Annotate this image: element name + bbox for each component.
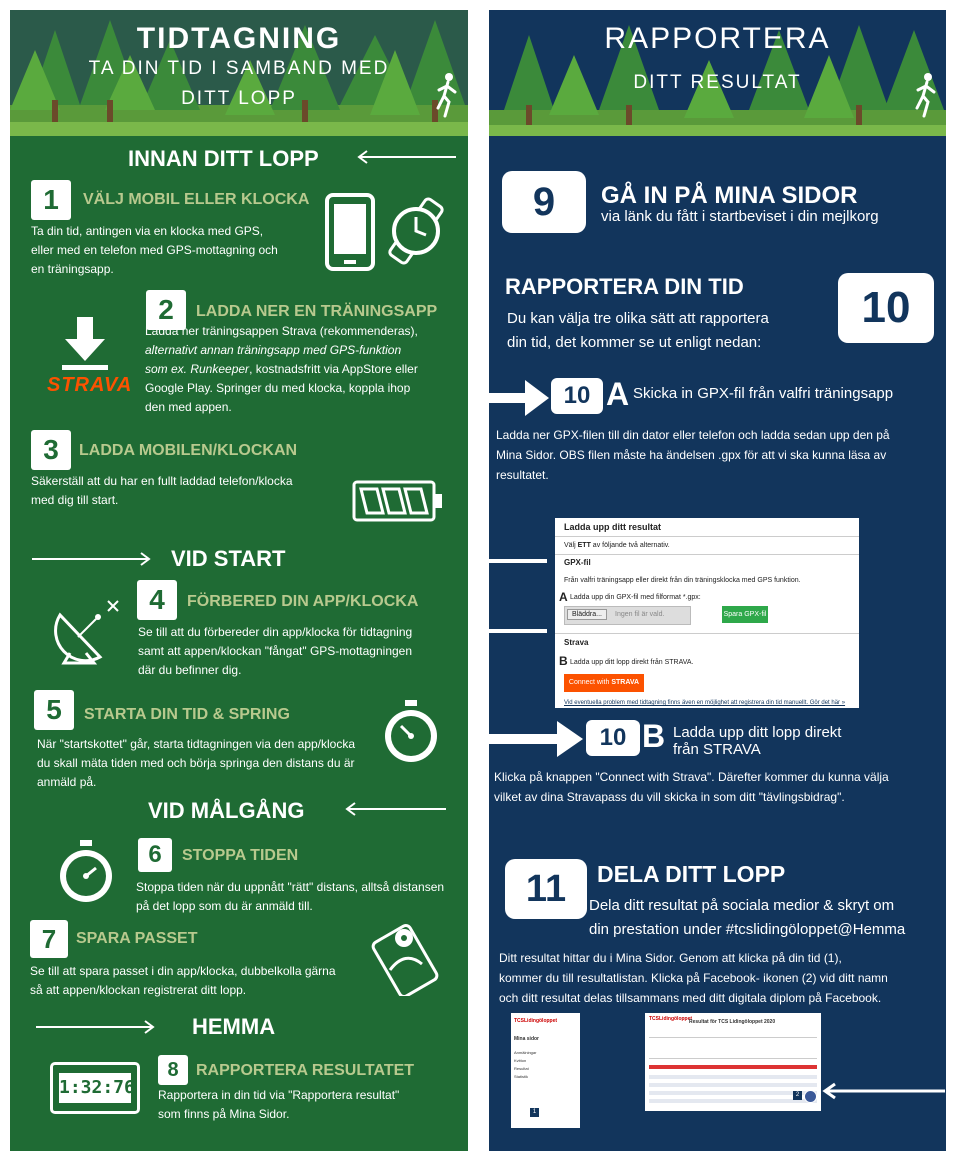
section-at-home: HEMMA [192,1014,276,1039]
step-3-title: LADDA MOBILEN/KLOCKAN [79,442,298,459]
badge-2: 2 [793,1091,802,1100]
step-10-number: 10 [838,273,934,343]
step-8-number: 8 [158,1055,188,1085]
download-icon [60,315,110,371]
arrow-left-icon-share [821,1082,945,1100]
option-a-number: 10 [551,378,603,414]
facebook-share-icon[interactable] [804,1090,817,1103]
strava-section-title: Strava [564,638,589,647]
step-4-number: 4 [137,580,177,620]
b-marker: B [559,654,568,668]
satellite-dish-icon [50,595,126,667]
results-list-thumbnail[interactable]: TCSLidingöloppet Resultat för TCS Lidingöloppet 2020 2 [645,1013,821,1111]
phone-map-icon [370,920,442,996]
banner-title: TIDTAGNING [136,22,342,55]
step-8-text: Rapportera in din tid via "Rapportera resultat" som finns på Mina Sidor. [158,1088,400,1121]
step-4-text: Se till att du förbereder din app/klocka för tidtagning samt att appen/klockan "fångat" GPS-mottagningen där du befinner dig. [138,625,413,677]
option-b-letter: B [642,718,666,754]
gpx-section-title: GPX-fil [564,558,591,567]
step-5-number: 5 [34,690,74,730]
option-b-text: Klicka på knappen "Connect with Strava". Därefter kommer du kunna välja vilket av dina Stravapass du vill skicka in som ditt "tävlingsbidrag". [494,770,889,804]
step-8-title: RAPPORTERA RESULTATET [196,1062,415,1079]
a-marker: A [559,590,568,604]
stopwatch-icon-start [378,698,444,766]
step-5-title: STARTA DIN TID & SPRING [84,706,290,723]
banner-subtitle-right: DITT RESULTAT [633,72,802,93]
battery-icon [352,480,444,524]
step-11-text: Ditt resultat hittar du i Mina Sidor. Genom att klicka på din tid (1), kommer du till resultatlistan. Klicka på Facebook- ikonen (2) vid ditt namn och ditt resultat delas tillsammans med ditt digitala diplom på Facebook. [499,951,888,1005]
step-9-subtitle: via länk du fått i startbeviset i din mejlkorg [601,208,879,225]
step-3-text: Säkerställ att du har en fullt laddad telefon/klocka med dig till start. [31,474,293,507]
step-1-title: VÄLJ MOBIL ELLER KLOCKA [83,191,310,208]
step-11-number: 11 [505,859,587,919]
connector-line-2 [489,629,547,633]
option-a-letter: A [606,376,630,412]
step-10-text: Du kan välja tre olika sätt att rapportera din tid, det kommer se ut enligt nedan: [507,310,769,351]
banner-subtitle-1: TA DIN TID I SAMBAND MED [88,58,390,79]
step-2-title: LADDA NER EN TRÄNINGSAPP [196,303,438,320]
phone-icon [324,192,376,272]
strava-upload-label: Ladda upp ditt lopp direkt från STRAVA. [570,659,694,666]
step-1-text: Ta din tid, antingen via en klocka med GPS, eller med en telefon med GPS-mottagning och en träningsapp. [31,224,278,276]
arrow-left-icon [356,150,458,164]
runner-icon-right [914,72,938,118]
step-7-number: 7 [30,920,68,958]
section-before-race: INNAN DITT LOPP [128,146,319,171]
wristwatch-icon [380,195,452,267]
section-at-start: VID START [171,546,286,571]
step-4-title: FÖRBERED DIN APP/KLOCKA [187,593,419,610]
left-panel-timing [10,10,468,1151]
step-6-title: STOPPA TIDEN [182,847,299,864]
step-11-subtitle: Dela ditt resultat på sociala medior & skryt om din prestation under #tcslidingöloppet@Hemma [589,897,906,938]
step-2-number: 2 [146,290,186,330]
option-b-title: Ladda upp ditt lopp direkt från STRAVA [673,724,842,758]
banner-title-right: RAPPORTERA [604,22,831,55]
step-11-title: DELA DITT LOPP [597,861,786,887]
banner-subtitle-2: DITT LOPP [181,88,297,109]
gpx-upload-label: Ladda upp din GPX-fil med filformat *.gpx: [570,594,701,601]
upload-instructions: Välj ETT av följande två alternativ. [564,542,670,549]
digital-clock-icon: 1:32:76 [50,1062,140,1114]
my-pages-thumbnail[interactable]: TCSLidingöloppet Mina sidor Anmälningar Kvitton Resultat Statistik 1 [511,1013,580,1128]
arrow-right-icon-a [489,378,551,418]
section-at-finish: VID MÅLGÅNG [148,798,305,823]
step-10-title: RAPPORTERA DIN TID [505,274,744,299]
manual-registration-link[interactable]: Vid eventuella problem med tidtagning finns även en möjlighet att registrera din tid manuellt. Gör det här » [564,700,846,706]
arrow-right-icon [30,552,154,566]
arrow-right-icon-2 [34,1020,158,1034]
step-7-text: Se till att spara passet i din app/klocka, dubbelkolla gärna så att appen/klockan registrerat ditt lopp. [30,964,336,997]
connector-line-1 [489,559,547,563]
browse-button[interactable]: Bläddra... [567,609,607,620]
save-gpx-button[interactable]: Spara GPX-fil [722,606,768,623]
connect-with-strava-button[interactable]: Connect with STRAVA [564,674,644,692]
upload-heading: Ladda upp ditt resultat [564,522,662,532]
arrow-right-icon-b [489,719,585,759]
file-picker[interactable] [564,606,691,625]
step-2-text: Ladda ner träningsappen Strava (rekommenderas), alternativt annan träningsapp med GPS-funktion som ex. Runkeeper, kostnadsfritt via AppStore eller Google Play. Springer du med klocka, koppla ihop den med appen. [145,324,418,414]
option-b-number: 10 [586,720,640,756]
stopwatch-icon-stop [54,838,118,904]
strava-logo: STRAVA [47,374,133,396]
step-5-text: När "startskottet" går, starta tidtagningen via den app/klocka du skall mäta tiden med och börja springa den distans du är anmäld på. [37,737,356,789]
option-a-title: Skicka in GPX-fil från valfri träningsapp [633,385,894,402]
right-panel-reporting [489,10,946,1151]
step-3-number: 3 [31,430,71,470]
upload-result-form [555,518,859,708]
arrow-left-icon-2 [344,802,448,816]
option-a-text: Ladda ner GPX-filen till din dator eller telefon och ladda sedan upp den på Mina Sidor. OBS filen måste ha ändelsen .gpx för att vi ska kunna läsa av resultatet. [496,428,890,482]
step-9-title: GÅ IN PÅ MINA SIDOR [601,182,858,209]
no-file-text: Ingen fil är vald. [615,611,665,618]
step-9-number: 9 [502,171,586,233]
runner-icon [435,72,459,118]
step-6-text: Stoppa tiden när du uppnått "rätt" distans, alltså distansen på det lopp som du är anmäld till. [136,880,445,913]
step-7-title: SPARA PASSET [76,930,198,947]
step-1-number: 1 [31,180,71,220]
gpx-description: Från valfri träningsapp eller direkt från din träningsklocka med GPS funktion. [564,577,801,584]
badge-1: 1 [530,1108,539,1117]
step-6-number: 6 [138,838,172,872]
